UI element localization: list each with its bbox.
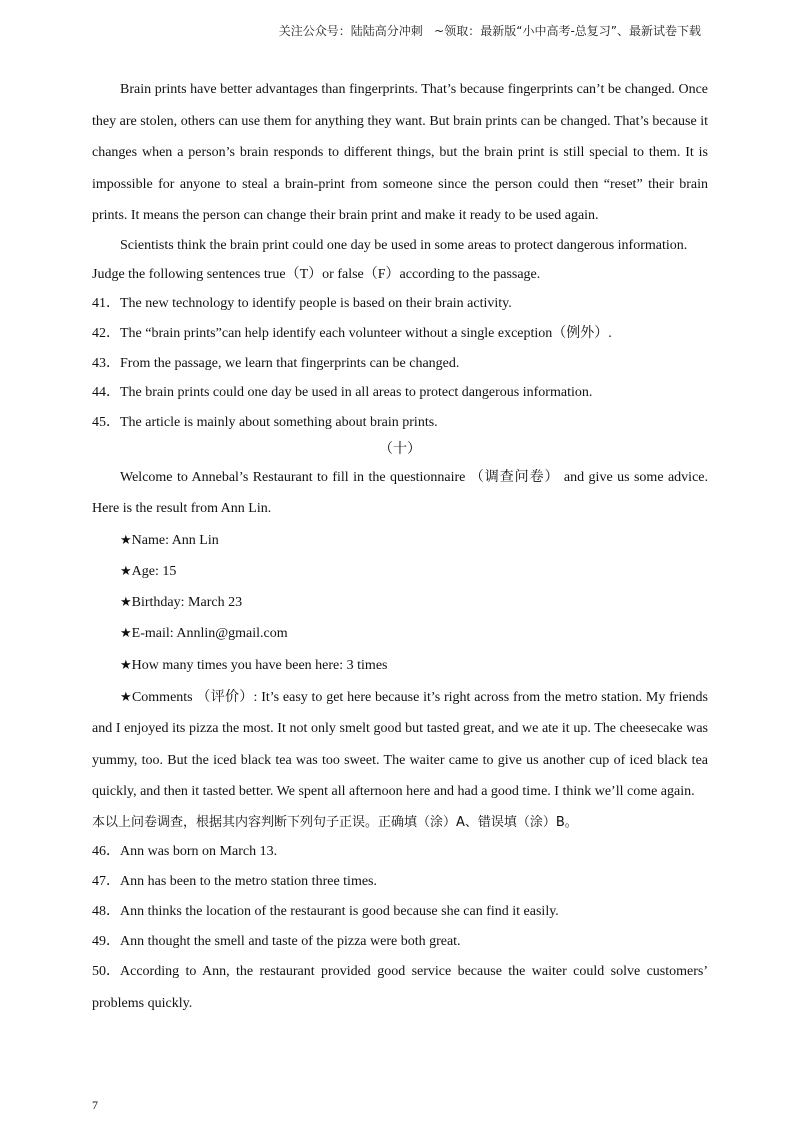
question-number: 43． (92, 355, 120, 371)
question-number: 48． (92, 903, 120, 919)
question-number: 41． (92, 296, 120, 312)
info-item-birthday: ★Birthday: March 23 (120, 594, 243, 611)
question-text: Ann thought the smell and taste of the pizza were both great. (120, 933, 461, 949)
instruction-ab: 本以上问卷调查，根据其内容判断下列句子正误。正确填（涂）A、错误填（涂）B。 (92, 814, 578, 830)
question-number: 44． (92, 385, 120, 401)
question-number: 45． (92, 415, 120, 431)
question-number: 49． (92, 933, 120, 949)
question-text: From the passage, we learn that fingerprints can be changed. (120, 355, 460, 371)
question-45 (92, 408, 708, 438)
questionnaire-intro: Welcome to Annebal’s Restaurant to fill in the questionnaire （调查问卷） and give us some advice. Here is the result from Ann Lin. (92, 469, 708, 517)
instruction-tf: Judge the following sentences true（T）or false（F）according to the passage. (92, 266, 541, 282)
info-item-age: ★Age: 15 (120, 562, 177, 579)
question-text: Ann has been to the metro station three times. (120, 874, 377, 890)
question-49 (92, 927, 708, 957)
question-44 (92, 378, 708, 408)
question-46 (92, 837, 708, 867)
question-42 (92, 319, 708, 349)
document-body (92, 74, 708, 1019)
question-number: 42． (92, 325, 120, 341)
question-47 (92, 867, 708, 897)
question-text: The new technology to identify people is based on their brain activity. (120, 296, 512, 312)
question-number: 50． (92, 964, 120, 980)
question-text: Ann was born on March 13. (120, 844, 278, 860)
question-text: Ann thinks the location of the restaurant is good because she can find it easily. (120, 903, 559, 919)
question-43 (92, 349, 708, 379)
question-number: 46． (92, 844, 120, 860)
section-heading: （十） (379, 441, 421, 457)
page-header: 关注公众号：陆陆高分冲刺 ~领取：最新版“小中高考-总复习”、最新试卷下载 (278, 24, 701, 38)
star-icon: ★ (120, 594, 132, 610)
info-item-email: ★E-mail: Annlin@gmail.com (120, 625, 288, 642)
question-41 (92, 289, 708, 319)
info-item-visits: ★How many times you have been here: 3 times (120, 656, 388, 673)
passage-paragraph-2: Scientists think the brain print could one day be used in some areas to protect dangerous information. (120, 237, 688, 253)
page-number: 7 (92, 1098, 98, 1112)
star-icon: ★ (120, 656, 132, 672)
question-number: 47． (92, 874, 120, 890)
star-icon: ★ (120, 625, 132, 641)
question-50 (92, 956, 708, 1019)
star-icon: ★ (120, 688, 132, 704)
question-text: The article is mainly about something about brain prints. (120, 415, 438, 431)
question-text: According to Ann, the restaurant provided good service because the waiter could solve customers’ problems quickly. (92, 964, 708, 1011)
passage-paragraph-1: Brain prints have better advantages than fingerprints. That’s because fingerprints can’t be changed. Once they are stolen, others can use them for anything they want. But brain prints can be changed. That’s because it changes when a person’s brain responds to different things, but the brain print is still special to them. It is impossible for anyone to steal a brain-print from someone since the person could then “reset” their brain prints. It means the person can change their brain print and make it ready to be used again. (92, 82, 708, 223)
question-48 (92, 897, 708, 927)
question-text: The “brain prints”can help identify each volunteer without a single exception（例外）. (120, 325, 612, 341)
star-icon: ★ (120, 562, 132, 578)
info-item-comments: ★Comments （评价）: It’s easy to get here because it’s right across from the metro station. My friends and I enjoyed its pizza the most. It not only smelt good but tasted great, and we ate it up. The cheesecake was yummy, too. But the iced black tea was too sweet. The waiter came to give us another cup of iced black tea quickly, and then it tasted better. We spent all afternoon here and had a good time. I think we’ll come again. (92, 688, 709, 800)
info-item-name: ★Name: Ann Lin (120, 531, 219, 548)
question-text: The brain prints could one day be used in all areas to protect dangerous information. (120, 385, 593, 401)
star-icon: ★ (120, 531, 132, 547)
